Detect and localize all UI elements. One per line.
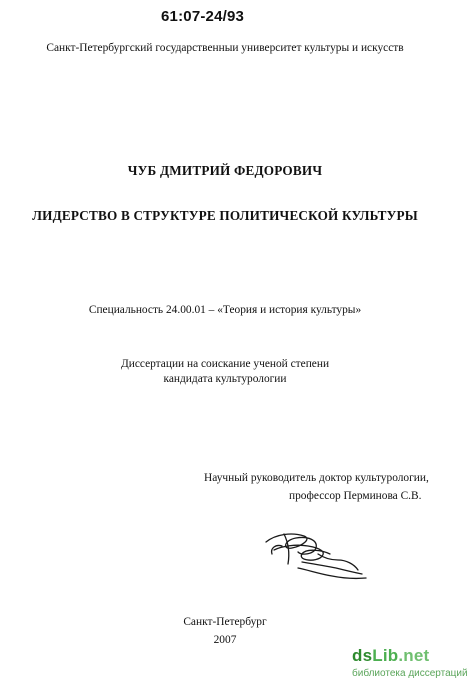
library-code: 61:07-24/93 bbox=[161, 8, 245, 25]
logo-part-net: .net bbox=[398, 646, 430, 665]
author-name: ЧУБ ДМИТРИЙ ФЕДОРОВИЧ bbox=[127, 163, 323, 178]
degree-line-2: кандидата культурологии bbox=[163, 373, 287, 385]
logo-part-ds: ds bbox=[352, 646, 373, 665]
degree-line-1: Диссертации на соискание ученой степени bbox=[120, 358, 330, 370]
city: Санкт-Петербург bbox=[183, 616, 267, 628]
supervisor-line-1: Научный руководитель доктор культурологии, bbox=[204, 472, 429, 484]
dslib-watermark bbox=[348, 646, 468, 686]
year: 2007 bbox=[213, 634, 237, 646]
dissertation-title: ЛИДЕРСТВО В СТРУКТУРЕ ПОЛИТИЧЕСКОЙ КУЛЬТУРЫ bbox=[32, 208, 418, 223]
university-name: Санкт-Петербургский государственныи университет культуры и искусств bbox=[46, 42, 404, 54]
watermark-subtitle: библиотека диссертаций bbox=[352, 668, 468, 679]
specialty-line: Специальность 24.00.01 – «Теория и история культуры» bbox=[88, 304, 362, 316]
logo-part-lib: Lib bbox=[372, 646, 399, 665]
handwritten-signature bbox=[262, 524, 372, 584]
supervisor-line-2: профессор Перминова С.В. bbox=[289, 490, 422, 502]
dslib-logo bbox=[352, 646, 429, 666]
